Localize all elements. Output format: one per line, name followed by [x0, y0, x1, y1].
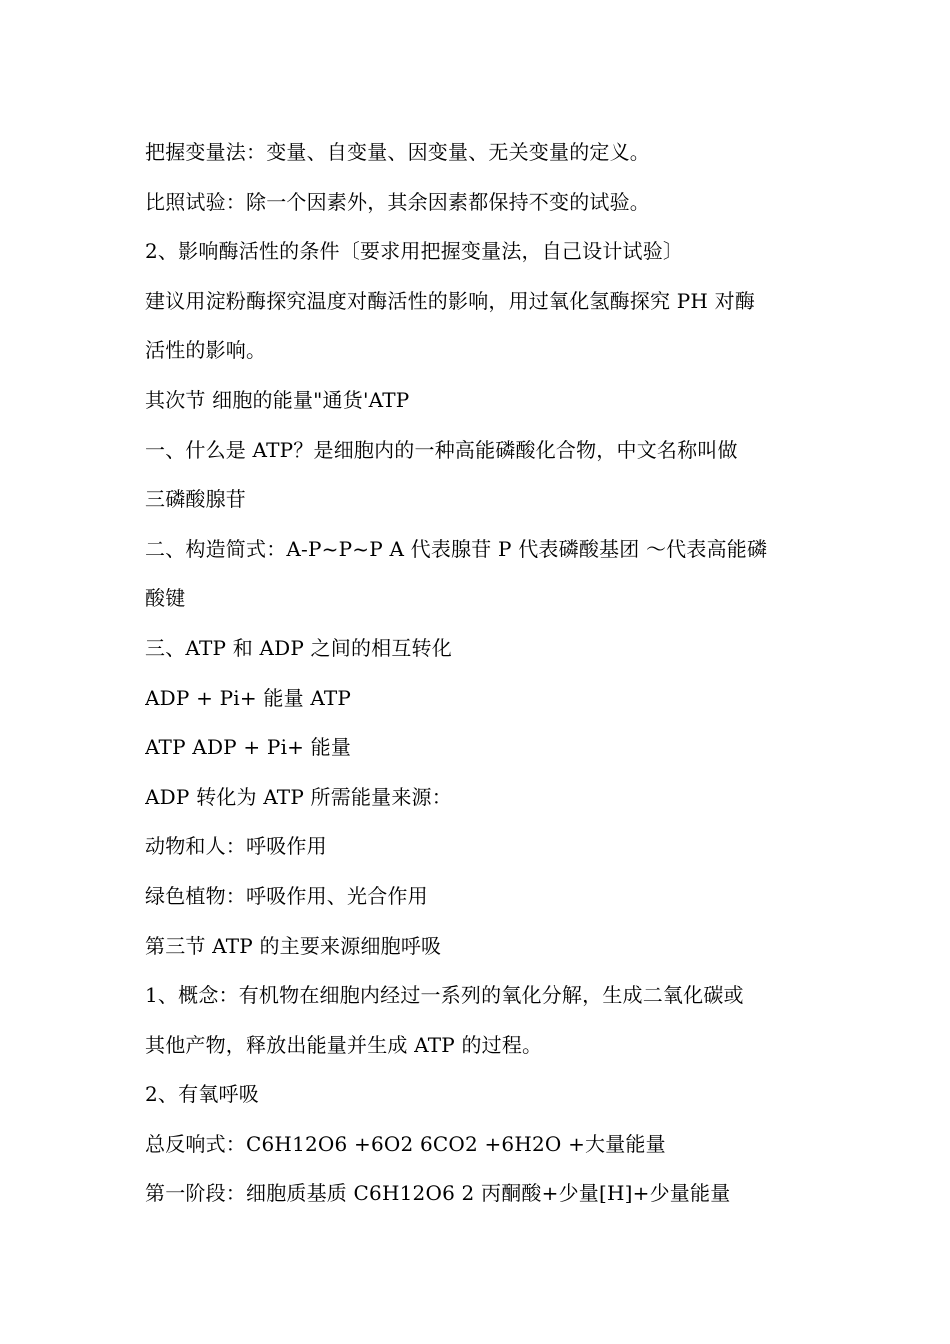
text-line-plants: 绿色植物：呼吸作用、光合作用 — [145, 883, 428, 908]
section-heading-atp: 其次节 细胞的能量"通货'ATP — [145, 387, 410, 412]
text-line-suggestion-cont: 活性的影响。 — [145, 338, 267, 363]
text-line-concept: 1、概念：有机物在细胞内经过一系列的氧化分解，生成二氧化碳或 — [145, 983, 744, 1008]
text-line-suggestion: 建议用淀粉酶探究温度对酶活性的影响，用过氧化氢酶探究 PH 对酶 — [145, 288, 756, 313]
text-line-animals: 动物和人：呼吸作用 — [145, 834, 327, 859]
text-line-structure-cont: 酸键 — [145, 586, 186, 611]
equation-atp-to-adp: ATP ADP + Pi+ 能量 — [145, 735, 352, 760]
text-line-structure: 二、构造简式：A-P~P~P A 代表腺苷 P 代表磷酸基团 ～代表高能磷 — [145, 536, 768, 561]
text-line-concept-cont: 其他产物，释放出能量并生成 ATP 的过程。 — [145, 1032, 543, 1057]
text-line-stage-one: 第一阶段：细胞质基质 C6H12O6 2 丙酮酸+少量[H]+少量能量 — [145, 1181, 731, 1206]
section-heading-respiration: 第三节 ATP 的主要来源细胞呼吸 — [145, 933, 442, 958]
document-body — [145, 128, 815, 1219]
text-line-what-is-atp-cont: 三磷酸腺苷 — [145, 487, 246, 512]
text-line-aerobic: 2、有氧呼吸 — [145, 1082, 259, 1107]
text-line-variable-method: 把握变量法：变量、自变量、因变量、无关变量的定义。 — [145, 140, 650, 164]
text-line-enzyme-conditions: 2、影响酶活性的条件〔要求用把握变量法，自己设计试验〕 — [145, 239, 684, 264]
text-line-conversion-heading: 三、ATP 和 ADP 之间的相互转化 — [145, 635, 452, 660]
equation-adp-to-atp: ADP + Pi+ 能量 ATP — [145, 685, 352, 710]
text-line-energy-source: ADP 转化为 ATP 所需能量来源： — [145, 784, 452, 809]
text-line-control-experiment: 比照试验：除一个因素外，其余因素都保持不变的试验。 — [145, 189, 650, 214]
text-line-what-is-atp: 一、什么是 ATP？是细胞内的一种高能磷酸化合物，中文名称叫做 — [145, 437, 738, 462]
equation-overall-reaction: 总反响式：C6H12O6 +6O2 6CO2 +6H2O +大量能量 — [145, 1131, 666, 1156]
